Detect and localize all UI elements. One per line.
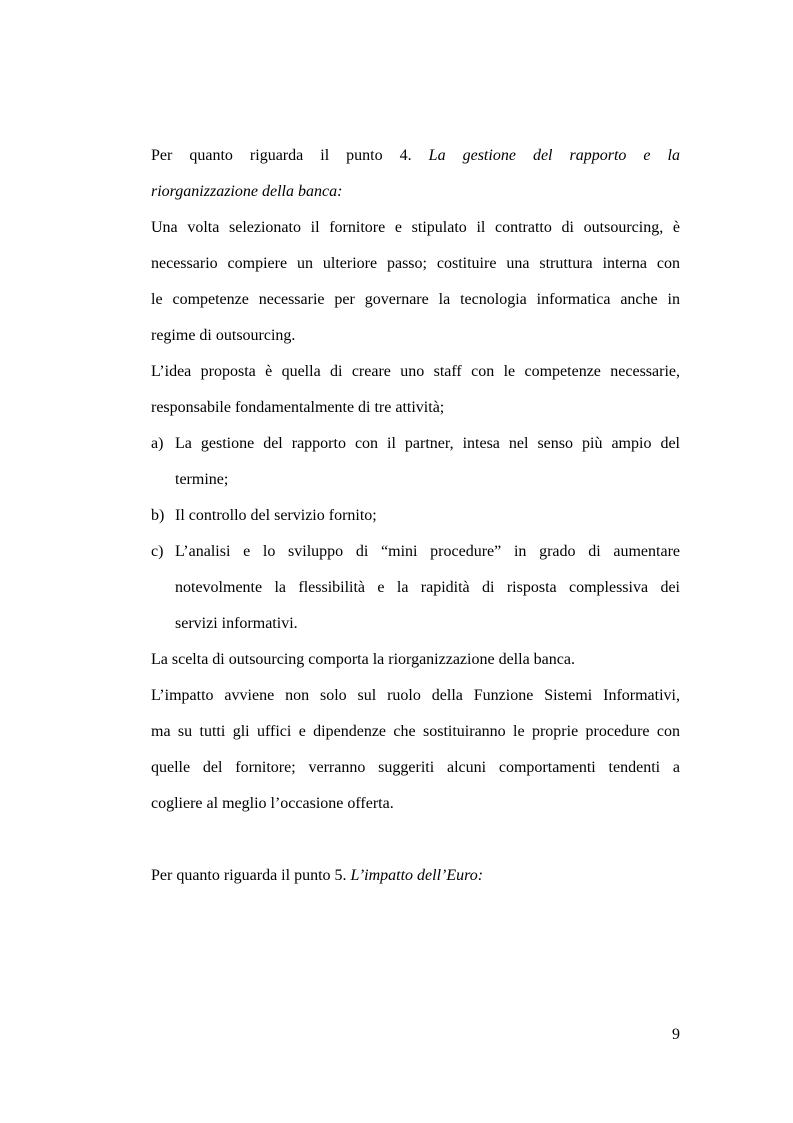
outsourcing-paragraph-line: necessario compiere un ulteriore passo; costituire una struttura interna con bbox=[151, 255, 680, 272]
list-marker-b: b) bbox=[151, 507, 165, 524]
point-5-intro-text: Per quanto riguarda il punto 5. bbox=[151, 867, 351, 884]
impatto-paragraph-line: L’impatto avviene non solo sul ruolo della Funzione Sistemi Informativi, bbox=[151, 687, 680, 704]
impatto-paragraph-line: cogliere al meglio l’occasione offerta. bbox=[151, 795, 394, 812]
list-item-a-line: La gestione del rapporto con il partner, intesa nel senso più ampio del bbox=[175, 435, 680, 452]
list-marker-a: a) bbox=[151, 435, 164, 452]
point-4-title-italic: La gestione del rapporto e la bbox=[428, 147, 681, 164]
staff-paragraph-line: responsabile fondamentalmente di tre attività; bbox=[151, 399, 445, 416]
point-4-title-italic-cont: riorganizzazione della banca: bbox=[151, 183, 343, 200]
page-number: 9 bbox=[672, 1026, 680, 1043]
list-item-c-line: servizi informativi. bbox=[175, 615, 298, 632]
point-5-heading bbox=[151, 865, 680, 887]
scelta-paragraph: La scelta di outsourcing comporta la riorganizzazione della banca. bbox=[151, 651, 575, 668]
impatto-paragraph-line: ma su tutti gli uffici e dipendenze che sostituiranno le proprie procedure con bbox=[151, 723, 680, 740]
outsourcing-paragraph-line: Una volta selezionato il fornitore e stipulato il contratto di outsourcing, è bbox=[151, 219, 680, 236]
outsourcing-paragraph-line: le competenze necessarie per governare la tecnologia informatica anche in bbox=[151, 291, 680, 308]
point-4-heading-line-1 bbox=[151, 145, 680, 167]
point-4-heading-line-2 bbox=[151, 181, 680, 203]
list-item-c-line: L’analisi e lo sviluppo di “mini procedure” in grado di aumentare bbox=[175, 543, 680, 560]
outsourcing-paragraph-line: regime di outsourcing. bbox=[151, 327, 296, 344]
list-marker-c: c) bbox=[151, 543, 164, 560]
point-5-title-italic: L’impatto dell’Euro: bbox=[350, 867, 484, 884]
staff-paragraph-line: L’idea proposta è quella di creare uno staff con le competenze necessarie, bbox=[151, 363, 680, 380]
list-item-b-line: Il controllo del servizio fornito; bbox=[175, 507, 377, 524]
point-4-intro-text: Per quanto riguarda il punto 4. bbox=[151, 147, 429, 164]
list-item-a-line: termine; bbox=[175, 471, 229, 488]
impatto-paragraph-line: quelle del fornitore; verranno suggeriti alcuni comportamenti tendenti a bbox=[151, 759, 680, 776]
list-item-c-line: notevolmente la flessibilità e la rapidità di risposta complessiva dei bbox=[175, 579, 680, 596]
